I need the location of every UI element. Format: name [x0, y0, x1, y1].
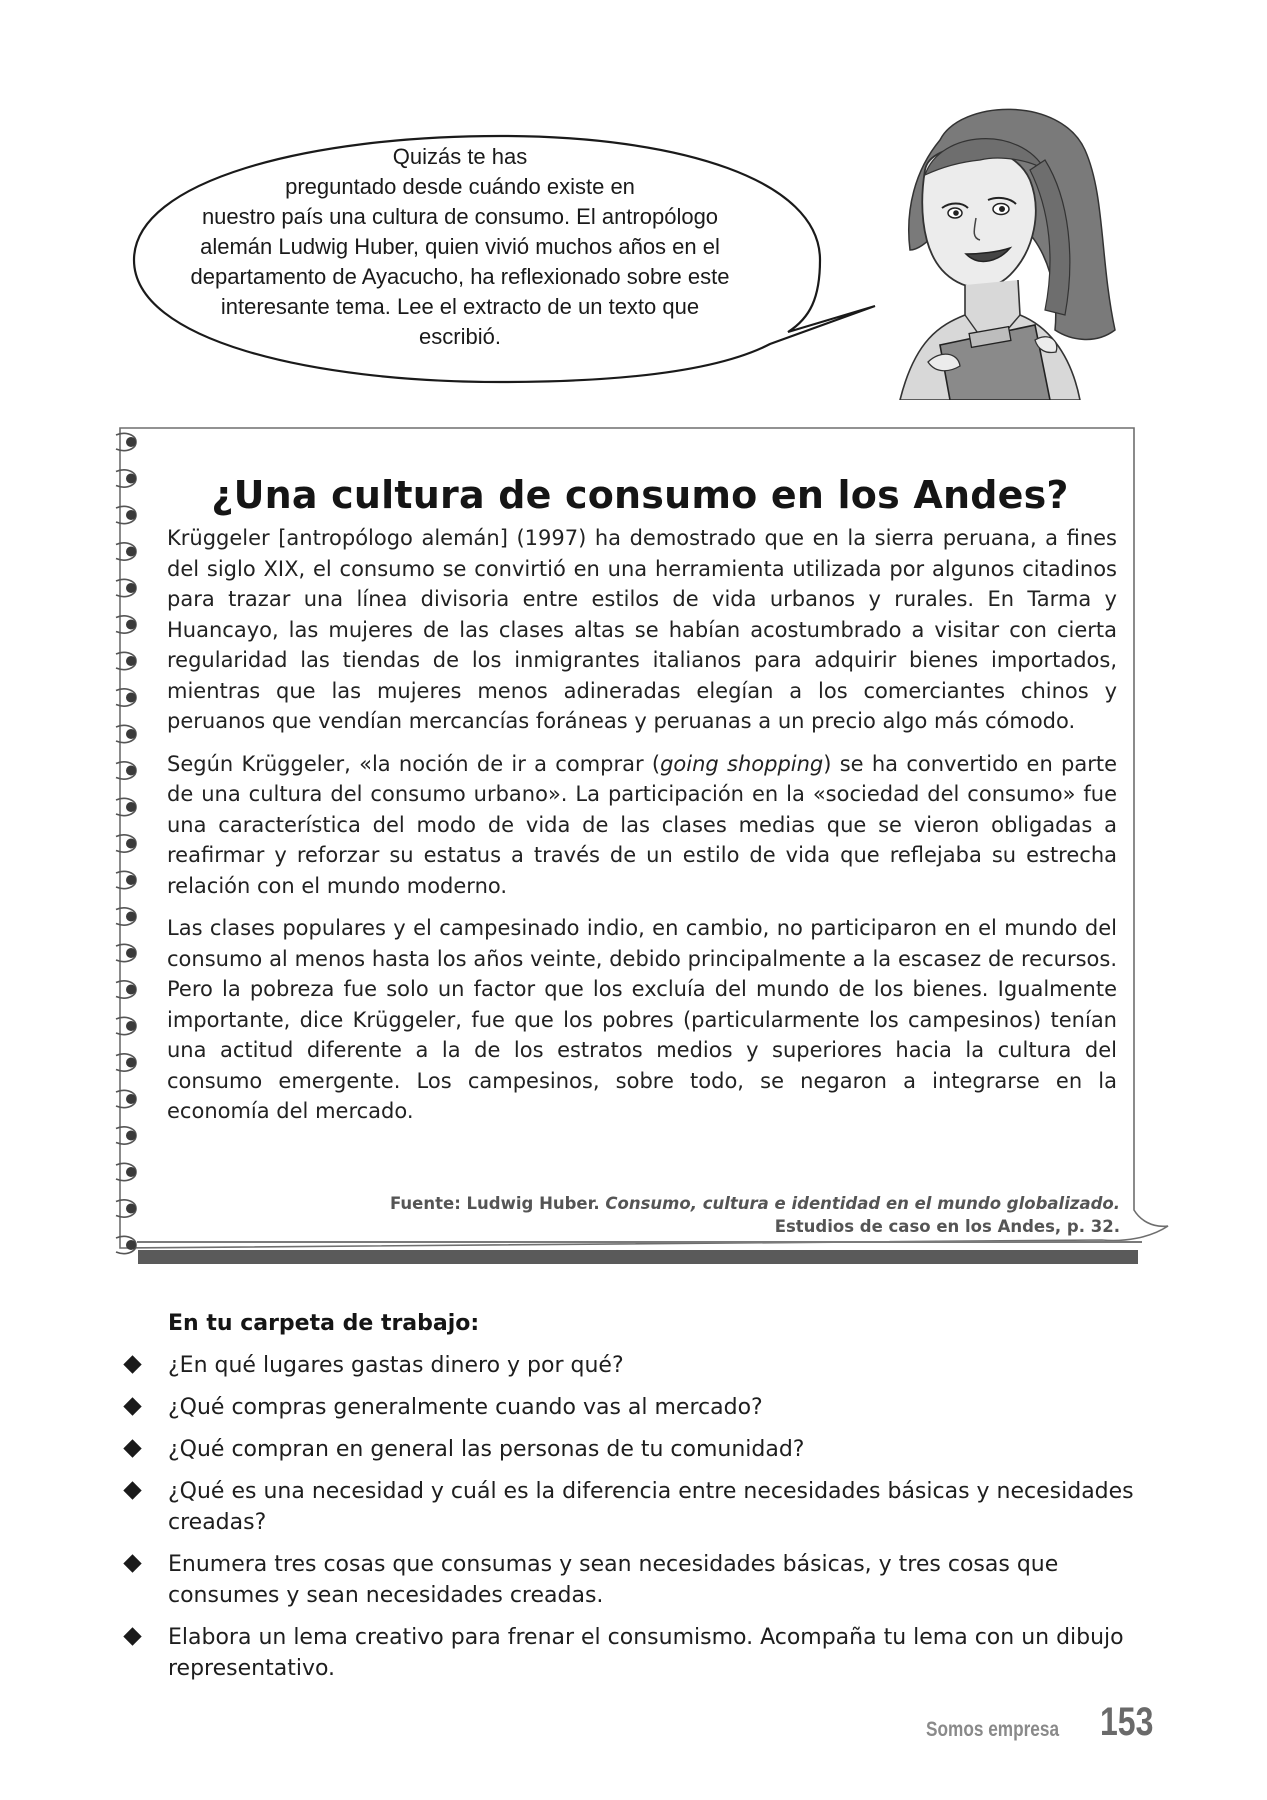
diamond-bullet-icon — [123, 1355, 141, 1373]
list-item — [118, 1476, 1158, 1538]
notebook-spiral-rings — [112, 430, 152, 1260]
spiral-ring-icon — [116, 762, 136, 779]
paragraph-text: Según Krüggeler, «la noción de ir a comprar ( — [167, 751, 661, 776]
spiral-ring-icon — [116, 470, 136, 487]
spiral-ring-icon — [116, 1236, 136, 1253]
spiral-ring-icon — [116, 652, 136, 669]
bubble-line: preguntado desde cuándo existe en — [285, 174, 635, 199]
paragraph-text: ) se ha convertido en parte de una cultura del consumo urbano». La participación en la «sociedad del consumo» fue una característica del modo de vida de las clases medias que se vieron obligadas a reafirmar y reforzar su estatus a través de un estilo de vida que reflejaba su estrecha relación con el mundo moderno. — [167, 751, 1118, 898]
diamond-bullet-icon — [123, 1439, 141, 1457]
bubble-line: departamento de Ayacucho, ha reflexionado sobre este — [190, 264, 730, 289]
article-body — [167, 523, 1117, 1139]
woman-illustration — [870, 100, 1120, 400]
spiral-ring-icon — [116, 798, 136, 815]
spiral-ring-icon — [116, 1163, 136, 1180]
spiral-ring-icon — [116, 1090, 136, 1107]
diamond-bullet-icon — [123, 1627, 141, 1645]
spiral-ring-icon — [116, 1017, 136, 1034]
page-number: 153 — [1100, 1700, 1154, 1744]
task-text: Enumera tres cosas que consumas y sean necesidades básicas, y tres cosas que consumes y sean necesidades creadas. — [168, 1552, 1059, 1608]
article-paragraph: Las clases populares y el campesinado indio, en cambio, no participaron en el mundo del consumo al menos hasta los años veinte, debido principalmente a la escasez de recursos. Pero la pobreza fue solo un factor que los excluía del mundo de los bienes. Igualmente importante, dice Krüggeler, fue que los pobres (particularmente los campesinos) tenían una actitud diferente a la de los estratos medios y superiores hacia la cultura del consumo emergente. Los campesinos, sobre todo, se negaron a integrarse en la economía del mercado. — [167, 916, 1117, 1123]
spiral-ring-icon — [116, 981, 136, 998]
italic-term: going shopping — [660, 751, 824, 776]
list-item — [118, 1434, 1158, 1465]
task-text: Elabora un lema creativo para frenar el consumismo. Acompaña tu lema con un dibujo representativo. — [168, 1625, 1124, 1681]
task-text: ¿Qué compras generalmente cuando vas al mercado? — [168, 1395, 763, 1420]
tasks-heading: En tu carpeta de trabajo: — [168, 1311, 480, 1336]
article-paragraph — [167, 749, 1117, 902]
spiral-ring-icon — [116, 835, 136, 852]
spiral-ring-icon — [116, 689, 136, 706]
list-item — [118, 1392, 1158, 1423]
bubble-line: alemán Ludwig Huber, quien vivió muchos años en el — [200, 234, 720, 259]
bubble-line: Quizás te has — [392, 144, 528, 169]
speech-bubble-text — [180, 142, 740, 352]
source-prefix: Fuente: Ludwig Huber. — [389, 1194, 606, 1213]
diamond-bullet-icon — [123, 1397, 141, 1415]
task-text: ¿Qué compran en general las personas de tu comunidad? — [168, 1437, 805, 1462]
spiral-ring-icon — [116, 1200, 136, 1217]
spiral-ring-icon — [116, 543, 136, 560]
list-item — [118, 1549, 1158, 1611]
spiral-ring-icon — [116, 579, 136, 596]
list-item — [118, 1622, 1158, 1684]
bubble-line: interesante tema. Lee el extracto de un texto que — [220, 294, 700, 319]
tasks-list — [118, 1350, 1158, 1695]
spiral-ring-icon — [116, 1127, 136, 1144]
spiral-ring-icon — [116, 1054, 136, 1071]
source-suffix: Estudios de caso en los Andes, p. 32. — [774, 1217, 1120, 1236]
spiral-ring-icon — [116, 725, 136, 742]
footer-brand: Somos empresa — [926, 1718, 1060, 1741]
source-book-title: Consumo, cultura e identidad en el mundo globalizado. — [605, 1194, 1120, 1213]
spiral-ring-icon — [116, 506, 136, 523]
diamond-bullet-icon — [123, 1554, 141, 1572]
task-text: ¿En qué lugares gastas dinero y por qué? — [168, 1353, 624, 1378]
spiral-ring-icon — [116, 433, 136, 450]
list-item — [118, 1350, 1158, 1381]
article-paragraph: Krüggeler [antropólogo alemán] (1997) ha demostrado que en la sierra peruana, a fines del siglo XIX, el consumo se convirtió en una herramienta utilizada por algunos citadinos para trazar una línea divisoria entre estilos de vida urbanos y rurales. En Tarma y Huancayo, las mujeres de las clases altas se habían acostumbrado a visitar con cierta regularidad las tiendas de los inmigrantes italianos para adquirir bienes importados, mientras que las mujeres menos adineradas elegían a los comerciantes chinos y peruanos que vendían mercancías foráneas y peruanas a un precio algo más cómodo. — [167, 526, 1117, 733]
spiral-ring-icon — [116, 871, 136, 888]
spiral-ring-icon — [116, 908, 136, 925]
source-citation — [380, 1192, 1120, 1238]
diamond-bullet-icon — [123, 1481, 141, 1499]
task-text: ¿Qué es una necesidad y cuál es la diferencia entre necesidades básicas y necesidades creadas? — [168, 1479, 1134, 1535]
bubble-line: escribió. — [419, 324, 501, 349]
bubble-line: nuestro país una cultura de consumo. El antropólogo — [201, 204, 719, 229]
spiral-ring-icon — [116, 616, 136, 633]
spiral-ring-icon — [116, 944, 136, 961]
article-title: ¿Una cultura de consumo en los Andes? — [211, 473, 1069, 518]
